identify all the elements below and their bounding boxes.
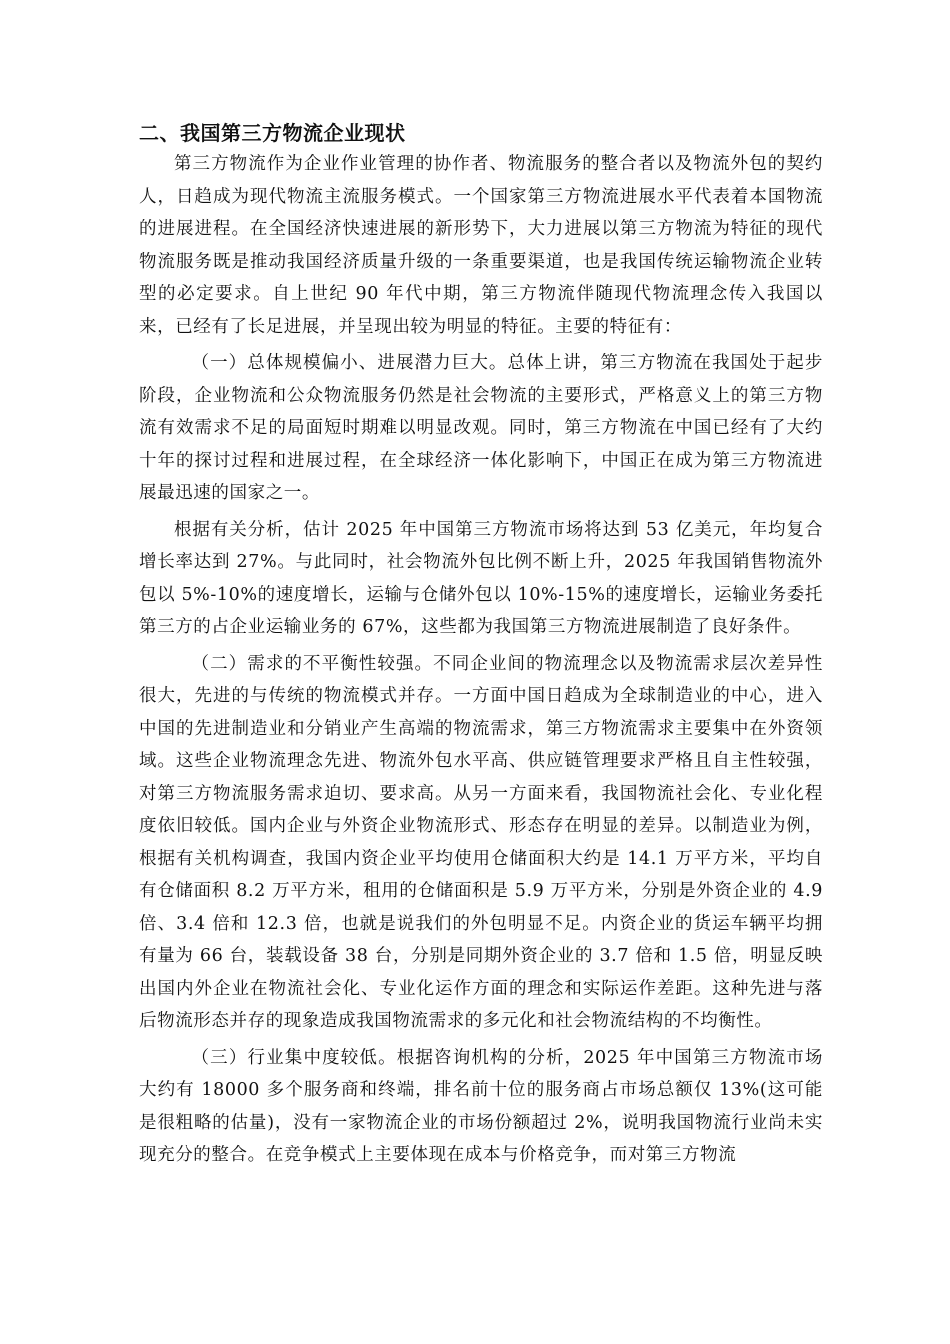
paragraph-point-1: （一）总体规模偏小、进展潜力巨大。总体上讲，第三方物流在我国处于起步阶段，企业物流和公众物流服务仍然是社会物流的主要形式，严格意义上的第三方物流有效需求不足的局面短时期难以明显改观。同时，第三方物流在中国已经有了大约十年的探讨过程和进展过程，在全球经济一体化影响下，中国正在成为第三方物流进展最迅速的国家之一。 (139, 353, 823, 503)
section-title: 二、我国第三方物流企业现状 (139, 121, 406, 145)
document-page (139, 118, 823, 1172)
paragraph-point-3: （三）行业集中度较低。根据咨询机构的分析，2025 年中国第三方物流市场大约有 18000 多个服务商和终端，排名前十位的服务商占市场总额仅 13%(这可能是很粗略的估量)，没有一家物流企业的市场份额超过 2%，说明我国物流行业尚未实现充分的整合。在竞争模式上主要体现在成本与价格竞争，而对第三方物流 (139, 1047, 823, 1165)
paragraph-market-analysis: 根据有关分析，估计 2025 年中国第三方物流市场将达到 53 亿美元，年均复合增长率达到 27%。与此同时，社会物流外包比例不断上升，2025 年我国销售物流外包以 5%-10%的速度增长，运输与仓储外包以 10%-15%的速度增长，运输业务委托第三方的占企业运输业务的 67%，这些都为我国第三方物流进展制造了良好条件。 (139, 519, 823, 637)
paragraph-intro: 第三方物流作为企业作业管理的协作者、物流服务的整合者以及物流外包的契约人，日趋成为现代物流主流服务模式。一个国家第三方物流进展水平代表着本国物流的进展进程。在全国经济快速进展的新形势下，大力进展以第三方物流为特征的现代物流服务既是推动我国经济质量升级的一条重要渠道，也是我国传统运输物流企业转型的必定要求。自上世纪 90 年代中期，第三方物流伴随现代物流理念传入我国以来，已经有了长足进展，并呈现出较为明显的特征。主要的特征有： (139, 154, 823, 337)
paragraph-point-2: （二）需求的不平衡性较强。不同企业间的物流理念以及物流需求层次差异性很大，先进的与传统的物流模式并存。一方面中国日趋成为全球制造业的中心，进入中国的先进制造业和分销业产生高端的物流需求，第三方物流需求主要集中在外资领域。这些企业物流理念先进、物流外包水平高、供应链管理要求严格且自主性较强，对第三方物流服务需求迫切、要求高。从另一方面来看，我国物流社会化、专业化程度依旧较低。国内企业与外资企业物流形式、形态存在明显的差异。以制造业为例，根据有关机构调查，我国内资企业平均使用仓储面积大约是 14.1 万平方米，平均自有仓储面积 8.2 万平方米，租用的仓储面积是 5.9 万平方米，分别是外资企业的 4.9 倍、3.4 倍和 12.3 倍，也就是说我们的外包明显不足。内资企业的货运车辆平均拥有量为 66 台，装载设备 38 台，分别是同期外资企业的 3.7 倍和 1.5 倍，明显反映出国内外企业在物流社会化、专业化运作方面的理念和实际运作差距。这种先进与落后物流形态并存的现象造成我国物流需求的多元化和社会物流结构的不均衡性。 (139, 653, 823, 1031)
